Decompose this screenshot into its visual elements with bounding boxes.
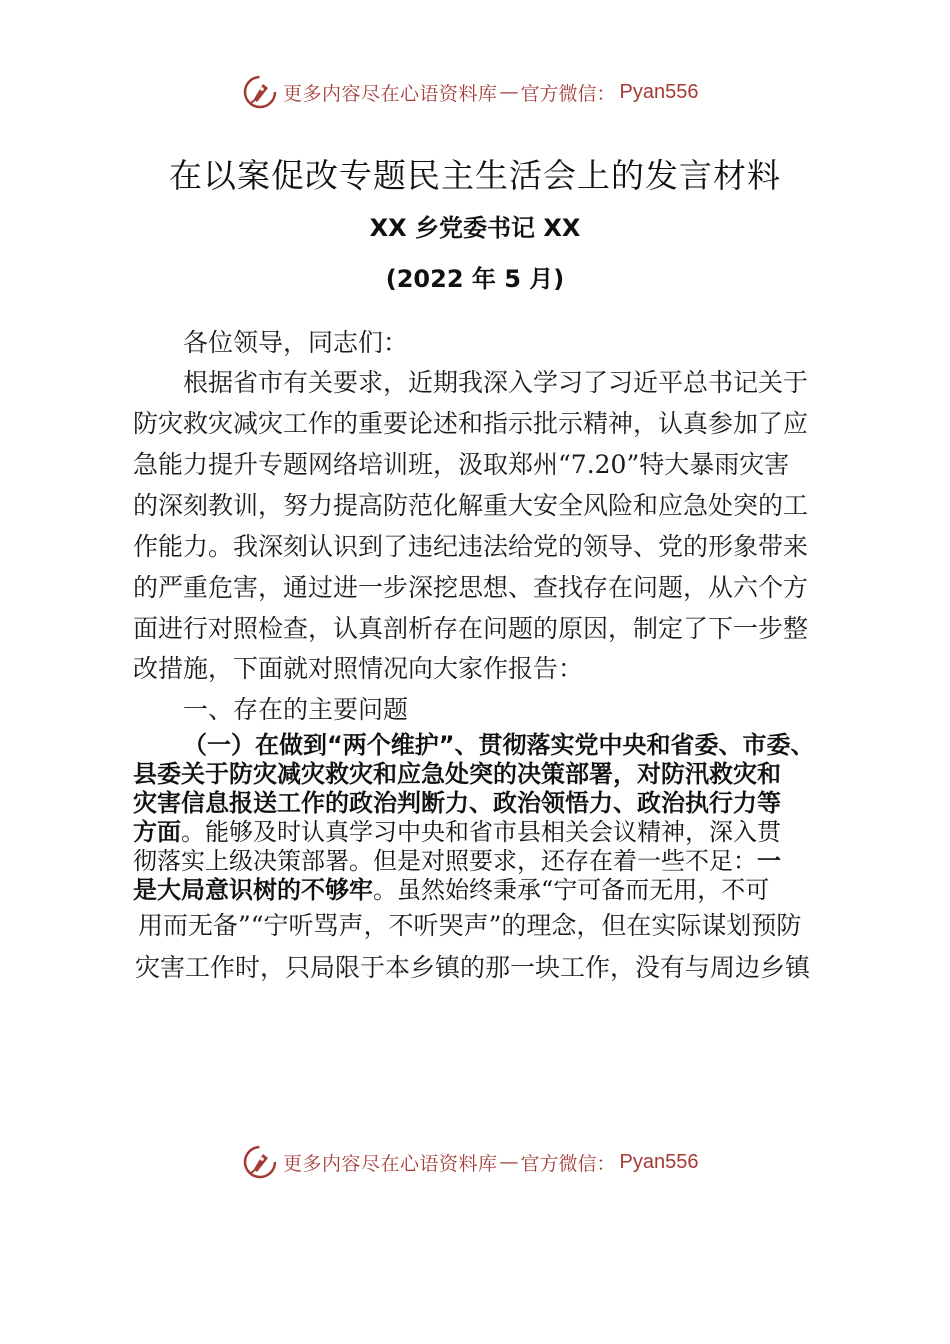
bold-text: 一 — [757, 847, 781, 875]
document-date: (2022 年 5 月) — [385, 265, 565, 293]
banner-text: 更多内容尽在心语资料库 — [283, 1152, 498, 1175]
normal-text: 。能够及时认真学习中央和省市县相关会议精神，深入贯 — [181, 818, 781, 846]
paragraph-line: 急能力提升专题网络培训班，汲取郑州“7.20”特大暴雨灾害 — [133, 450, 790, 479]
paragraph-line: 灾害工作时，只局限于本乡镇的那一块工作，没有与周边乡镇 — [135, 953, 811, 982]
pen-nib-logo-icon — [243, 75, 277, 109]
subsection-heading-line: 灾害信息报送工作的政治判断力、政治领悟力、政治执行力等 — [133, 789, 781, 817]
footer-banner — [243, 1142, 763, 1182]
paragraph-line: 的严重危害，通过进一步深挖思想、查找存在问题，从六个方 — [133, 573, 809, 602]
paragraph-line: 改措施，下面就对照情况向大家作报告： — [133, 654, 584, 683]
paragraph-line: 面进行对照检查，认真剖析存在问题的原因，制定了下一步整 — [133, 614, 809, 643]
normal-text: 彻落实上级决策部署。但是对照要求，还存在着一些不足： — [133, 847, 757, 875]
paragraph-line: 用而无备”“宁听骂声，不听哭声”的理念，但在实际谋划预防 — [138, 911, 802, 940]
paragraph-line — [133, 875, 769, 906]
paragraph-line — [133, 846, 781, 877]
paragraph-line: 的深刻教训，努力提高防范化解重大安全风险和应急处突的工 — [133, 491, 809, 520]
document-title: 在以案促改专题民主生活会上的发言材料 — [169, 156, 781, 195]
banner-text: 更多内容尽在心语资料库 — [283, 82, 498, 105]
banner-wechat-id: Pyan556 — [619, 1150, 699, 1173]
subsection-heading-line: （一）在做到“两个维护”、贯彻落实党中央和省委、市委、 — [183, 731, 815, 759]
paragraph-line: 根据省市有关要求，近期我深入学习了习近平总书记关于 — [183, 368, 809, 397]
normal-text: 。虽然始终秉承“宁可备而无用，不可 — [373, 876, 770, 904]
document-author: XX 乡党委书记 XX — [369, 214, 581, 242]
bold-text: 方面 — [133, 818, 181, 846]
pen-nib-logo-icon — [243, 1145, 277, 1179]
header-banner — [243, 72, 763, 112]
paragraph-line: 防灾救灾减灾工作的重要论述和指示批示精神，认真参加了应 — [133, 409, 809, 438]
banner-separator: — — [499, 1151, 519, 1173]
banner-wechat-label: 官方微信： — [520, 1152, 616, 1175]
banner-separator: — — [499, 81, 519, 103]
subsection-heading-line: 县委关于防灾减灾救灾和应急处突的决策部署，对防汛救灾和 — [133, 760, 781, 788]
salutation: 各位领导，同志们： — [183, 328, 409, 357]
banner-wechat-id: Pyan556 — [619, 80, 699, 103]
paragraph-line: 作能力。我深刻认识到了违纪违法给党的领导、党的形象带来 — [133, 532, 809, 561]
banner-wechat-label: 官方微信： — [520, 82, 616, 105]
section-heading: 一、存在的主要问题 — [183, 695, 409, 724]
bold-text: 是大局意识树的不够牢 — [133, 876, 373, 904]
paragraph-line — [133, 817, 781, 848]
